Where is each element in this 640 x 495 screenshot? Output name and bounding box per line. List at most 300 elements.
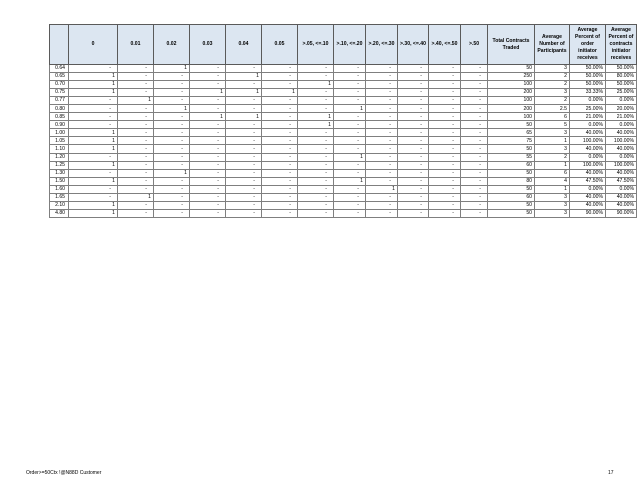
table-cell: - [226, 153, 262, 161]
table-cell: - [262, 81, 298, 89]
table-cell: 0.00% [570, 153, 606, 161]
table-cell: - [226, 169, 262, 177]
table-cell: - [429, 177, 461, 185]
table-cell: - [262, 177, 298, 185]
table-cell: - [429, 185, 461, 193]
table-cell: 1 [69, 201, 118, 209]
table-row [50, 177, 637, 185]
column-header: Average Number of Participants [535, 25, 570, 65]
table-cell: 3 [535, 145, 570, 153]
table-cell: - [154, 193, 190, 201]
table-cell: - [69, 121, 118, 129]
table-cell: 3 [535, 129, 570, 137]
table-cell: 90.00% [606, 209, 637, 217]
table-cell: - [190, 209, 226, 217]
table-cell: - [118, 113, 154, 121]
table-cell: 40.00% [606, 193, 637, 201]
table-cell: - [461, 65, 488, 73]
table-cell: - [398, 137, 429, 145]
table-cell: 40.00% [570, 145, 606, 153]
table-cell: 1 [262, 89, 298, 97]
table-cell: - [334, 65, 366, 73]
column-header: Total Contracts Traded [488, 25, 535, 65]
table-cell: 1 [69, 81, 118, 89]
column-header: 0.01 [118, 25, 154, 65]
table-cell: - [154, 185, 190, 193]
table-cell: 2 [535, 97, 570, 105]
table-cell: - [461, 153, 488, 161]
row-label: 0.85 [50, 113, 69, 121]
data-table [49, 24, 637, 218]
table-cell: - [429, 113, 461, 121]
table-cell: - [118, 121, 154, 129]
column-header: >.50 [461, 25, 488, 65]
table-cell: 0.00% [606, 185, 637, 193]
table-cell: - [190, 97, 226, 105]
table-cell: - [398, 209, 429, 217]
table-cell: - [334, 185, 366, 193]
table-cell: 1 [190, 89, 226, 97]
table-cell: - [298, 105, 334, 113]
table-cell: 50 [488, 121, 535, 129]
table-cell: - [262, 129, 298, 137]
table-cell: 2 [535, 81, 570, 89]
table-cell: 1 [226, 89, 262, 97]
table-cell: 2 [535, 73, 570, 81]
table-cell: 50 [488, 209, 535, 217]
row-label: 1.60 [50, 185, 69, 193]
table-cell: 0.00% [606, 153, 637, 161]
table-cell: - [366, 137, 398, 145]
table-cell: - [398, 153, 429, 161]
table-cell: - [226, 129, 262, 137]
table-cell: 3 [535, 193, 570, 201]
table-cell: - [118, 137, 154, 145]
table-row [50, 193, 637, 201]
table-cell: - [461, 201, 488, 209]
table-cell: - [398, 169, 429, 177]
table-cell: 50.00% [606, 81, 637, 89]
column-header: >.05, <=.10 [298, 25, 334, 65]
table-cell: 1 [226, 73, 262, 81]
table-cell: - [461, 177, 488, 185]
table-cell: 1 [190, 113, 226, 121]
table-cell: - [298, 145, 334, 153]
table-cell: - [118, 73, 154, 81]
table-cell: 1 [226, 113, 262, 121]
table-cell: 3 [535, 201, 570, 209]
table-cell: - [366, 145, 398, 153]
table-cell: - [154, 73, 190, 81]
table-cell: - [118, 177, 154, 185]
table-cell: - [461, 145, 488, 153]
table-cell: - [461, 97, 488, 105]
table-cell: 1 [366, 185, 398, 193]
row-label: 1.00 [50, 129, 69, 137]
table-cell: 100 [488, 113, 535, 121]
table-cell: - [366, 81, 398, 89]
table-cell: - [118, 201, 154, 209]
table-cell: - [366, 177, 398, 185]
table-cell: - [334, 193, 366, 201]
table-cell: - [398, 105, 429, 113]
table-cell: - [366, 129, 398, 137]
table-row [50, 121, 637, 129]
table-cell: - [262, 169, 298, 177]
table-cell: - [398, 113, 429, 121]
table-cell: - [298, 129, 334, 137]
table-cell: - [118, 185, 154, 193]
table-cell: - [190, 193, 226, 201]
table-row [50, 105, 637, 113]
table-cell: - [461, 129, 488, 137]
table-cell: - [461, 137, 488, 145]
table-cell: - [398, 89, 429, 97]
table-cell: 1 [69, 161, 118, 169]
row-label: 0.65 [50, 73, 69, 81]
table-cell: - [190, 129, 226, 137]
table-row [50, 137, 637, 145]
table-cell: - [154, 177, 190, 185]
table-cell: - [366, 193, 398, 201]
table-cell: 40.00% [606, 201, 637, 209]
table-cell: - [334, 113, 366, 121]
table-cell: - [190, 201, 226, 209]
table-cell: - [398, 81, 429, 89]
table-cell: - [366, 121, 398, 129]
table-cell: - [190, 161, 226, 169]
table-cell: 47.50% [606, 177, 637, 185]
table-cell: - [118, 81, 154, 89]
table-cell: - [429, 169, 461, 177]
table-cell: 80.00% [606, 73, 637, 81]
table-cell: - [262, 65, 298, 73]
table-cell: 1 [535, 137, 570, 145]
table-cell: - [334, 121, 366, 129]
table-cell: - [461, 161, 488, 169]
table-cell: - [226, 161, 262, 169]
table-cell: - [334, 89, 366, 97]
table-row [50, 129, 637, 137]
table-cell: - [298, 153, 334, 161]
table-cell: - [262, 105, 298, 113]
table-cell: - [298, 161, 334, 169]
table-cell: 50 [488, 201, 535, 209]
table-cell: - [298, 73, 334, 81]
table-cell: - [190, 105, 226, 113]
table-cell: - [334, 97, 366, 105]
table-row [50, 209, 637, 217]
table-cell: - [154, 113, 190, 121]
table-cell: 50 [488, 145, 535, 153]
table-cell: - [334, 161, 366, 169]
table-cell: - [334, 73, 366, 81]
table-cell: 1 [334, 153, 366, 161]
table-cell: - [398, 145, 429, 153]
table-cell: 40.00% [606, 129, 637, 137]
table-cell: - [190, 169, 226, 177]
table-cell: - [461, 81, 488, 89]
table-cell: 60 [488, 161, 535, 169]
table-cell: - [298, 65, 334, 73]
table-cell: - [262, 113, 298, 121]
table-cell: - [429, 105, 461, 113]
table-cell: 5 [535, 121, 570, 129]
table-cell: - [398, 161, 429, 169]
table-cell: 0.00% [606, 97, 637, 105]
table-cell: - [461, 89, 488, 97]
table-cell: 100 [488, 97, 535, 105]
table-cell: - [154, 129, 190, 137]
table-cell: 200 [488, 89, 535, 97]
table-cell: 2.5 [535, 105, 570, 113]
table-cell: - [190, 153, 226, 161]
table-cell: - [366, 89, 398, 97]
table-cell: - [226, 209, 262, 217]
table-cell: - [429, 129, 461, 137]
table-row [50, 161, 637, 169]
column-header: 0.02 [154, 25, 190, 65]
table-cell: 1 [118, 193, 154, 201]
table-cell: 1 [69, 137, 118, 145]
table-cell: - [262, 73, 298, 81]
table-cell: 80 [488, 177, 535, 185]
footer-label: Order>=50Ctx !@N88D Customer [26, 470, 102, 476]
column-header: Average Percent of contracts initiator receives [606, 25, 637, 65]
table-cell: 3 [535, 65, 570, 73]
table-cell: 1 [334, 105, 366, 113]
table-cell: - [69, 105, 118, 113]
column-header: 0.03 [190, 25, 226, 65]
table-cell: 1 [154, 169, 190, 177]
table-cell: - [226, 105, 262, 113]
table-cell: 21.00% [570, 113, 606, 121]
table-cell: - [298, 201, 334, 209]
column-header: >.30, <=.40 [398, 25, 429, 65]
table-cell: - [118, 161, 154, 169]
table-cell: 6 [535, 169, 570, 177]
row-label: 1.30 [50, 169, 69, 177]
table-row [50, 201, 637, 209]
table-cell: 1 [535, 185, 570, 193]
table-cell: - [298, 209, 334, 217]
table-cell: - [398, 177, 429, 185]
row-label: 0.70 [50, 81, 69, 89]
table-cell: - [226, 177, 262, 185]
table-cell: - [154, 97, 190, 105]
table-cell: - [429, 161, 461, 169]
table-cell: - [154, 89, 190, 97]
table-cell: 60 [488, 193, 535, 201]
table-cell: - [154, 81, 190, 89]
table-cell: - [366, 73, 398, 81]
table-cell: - [461, 185, 488, 193]
table-cell: - [366, 105, 398, 113]
table-body [50, 65, 637, 218]
table-cell: - [429, 97, 461, 105]
table-cell: - [226, 97, 262, 105]
table-cell: 1 [69, 89, 118, 97]
table-cell: 250 [488, 73, 535, 81]
table-cell: - [366, 209, 398, 217]
table-cell: - [190, 185, 226, 193]
table-cell: 1 [118, 97, 154, 105]
table-row [50, 81, 637, 89]
table-cell: - [118, 129, 154, 137]
table-cell: - [398, 193, 429, 201]
table-cell: 1 [69, 209, 118, 217]
table-cell: - [366, 97, 398, 105]
column-header: 0 [69, 25, 118, 65]
table-cell: 1 [69, 129, 118, 137]
table-cell: - [190, 121, 226, 129]
table-cell: - [262, 137, 298, 145]
table-cell: 40.00% [570, 129, 606, 137]
table-cell: - [118, 169, 154, 177]
table-cell: - [429, 73, 461, 81]
table-cell: 0.00% [570, 185, 606, 193]
table-cell: - [190, 137, 226, 145]
column-header: 0.05 [262, 25, 298, 65]
table-cell: 40.00% [606, 145, 637, 153]
table-cell: - [190, 65, 226, 73]
table-cell: - [262, 145, 298, 153]
table-cell: - [461, 209, 488, 217]
table-cell: 50 [488, 185, 535, 193]
table-cell: - [429, 145, 461, 153]
table-cell: - [69, 169, 118, 177]
table-cell: - [69, 65, 118, 73]
table-cell: - [298, 185, 334, 193]
table-cell: - [262, 161, 298, 169]
table-cell: 100 [488, 81, 535, 89]
table-row [50, 185, 637, 193]
table-cell: 1 [69, 177, 118, 185]
table-cell: 1 [69, 73, 118, 81]
row-label: 1.20 [50, 153, 69, 161]
table-cell: 1 [298, 121, 334, 129]
table-cell: - [298, 97, 334, 105]
table-cell: - [190, 177, 226, 185]
table-cell: - [398, 185, 429, 193]
row-label: 1.50 [50, 177, 69, 185]
table-row [50, 145, 637, 153]
table-cell: - [118, 89, 154, 97]
table-cell: 47.50% [570, 177, 606, 185]
table-cell: - [69, 113, 118, 121]
table-row [50, 97, 637, 105]
table-cell: 65 [488, 129, 535, 137]
table-cell: 25.00% [606, 89, 637, 97]
table-cell: - [429, 89, 461, 97]
column-header [50, 25, 69, 65]
table-cell: - [118, 153, 154, 161]
row-label: 1.05 [50, 137, 69, 145]
table-cell: - [118, 145, 154, 153]
table-cell: - [398, 201, 429, 209]
table-header [50, 25, 637, 65]
table-cell: 0.00% [570, 121, 606, 129]
row-label: 0.64 [50, 65, 69, 73]
table-cell: - [69, 185, 118, 193]
column-header: Average Percent of order initiator receives [570, 25, 606, 65]
table-cell: - [118, 65, 154, 73]
table-cell: 40.00% [570, 169, 606, 177]
table-cell: - [461, 113, 488, 121]
table-cell: 75 [488, 137, 535, 145]
table-cell: - [154, 145, 190, 153]
table-cell: 0.00% [606, 121, 637, 129]
table-row [50, 89, 637, 97]
table-cell: 40.00% [570, 201, 606, 209]
table-cell: - [398, 97, 429, 105]
table-cell: - [226, 185, 262, 193]
row-label: 2.10 [50, 201, 69, 209]
table-cell: - [461, 169, 488, 177]
table-cell: 50 [488, 169, 535, 177]
table-cell: - [429, 65, 461, 73]
row-label: 0.75 [50, 89, 69, 97]
table-cell: - [262, 97, 298, 105]
table-cell: 90.00% [570, 209, 606, 217]
table-cell: - [334, 145, 366, 153]
row-label: 0.80 [50, 105, 69, 113]
table-cell: - [154, 153, 190, 161]
row-label: 0.90 [50, 121, 69, 129]
table-cell: 50.00% [570, 81, 606, 89]
table-cell: - [334, 201, 366, 209]
table-cell: - [118, 105, 154, 113]
table-cell: 55 [488, 153, 535, 161]
table-cell: 3 [535, 209, 570, 217]
table-cell: - [226, 137, 262, 145]
table-cell: - [298, 193, 334, 201]
table-cell: 50.00% [570, 73, 606, 81]
table-cell: 33.33% [570, 89, 606, 97]
table-cell: - [298, 89, 334, 97]
table-cell: 100.00% [570, 161, 606, 169]
table-cell: 6 [535, 113, 570, 121]
table-cell: 20.00% [606, 105, 637, 113]
table-cell: - [398, 129, 429, 137]
row-label: 1.25 [50, 161, 69, 169]
table-cell: 100.00% [606, 137, 637, 145]
table-cell: 1 [298, 113, 334, 121]
table-cell: - [154, 209, 190, 217]
table-cell: 40.00% [570, 193, 606, 201]
row-label: 4.80 [50, 209, 69, 217]
table-cell: - [429, 81, 461, 89]
table-cell: - [298, 137, 334, 145]
table-cell: - [429, 137, 461, 145]
table-cell: 1 [298, 81, 334, 89]
table-cell: - [461, 193, 488, 201]
table-cell: - [154, 201, 190, 209]
table-cell: 1 [69, 145, 118, 153]
table-cell: - [262, 193, 298, 201]
table-cell: 1 [334, 177, 366, 185]
table-cell: 2 [535, 153, 570, 161]
table-cell: - [398, 121, 429, 129]
table-cell: - [334, 169, 366, 177]
table-cell: - [398, 73, 429, 81]
table-cell: 40.00% [606, 169, 637, 177]
table-cell: 50.00% [570, 65, 606, 73]
table-cell: - [366, 201, 398, 209]
table-cell: - [226, 201, 262, 209]
column-header: 0.04 [226, 25, 262, 65]
row-label: 1.10 [50, 145, 69, 153]
